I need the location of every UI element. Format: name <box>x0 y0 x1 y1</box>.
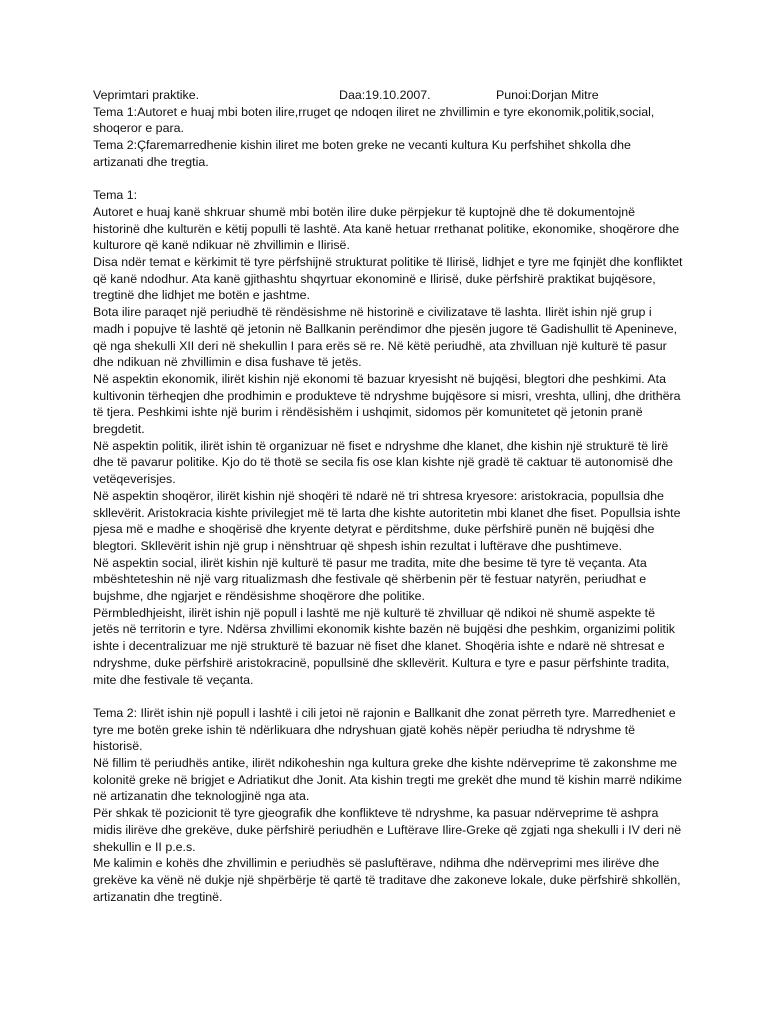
section-1-paragraph: Në aspektin shoqëror, ilirët kishin një shoqëri të ndarë në tri shtresa kryesore: aristokracia, popullsia dhe skllevërit. Aristokracia kishte privilegjet më të larta dhe kishte autoritetin mbi klanet dhe fiset. Popullsia ishte pjesa më e madhe e shoqërisë dhe kryente detyrat e përditshme, duke përfshirë punën në bujqësi dhe blegtori. Skllevërit ishin një grup i nënshtruar që shpesh ishin rezultat i luftërave dhe pushtimeve. <box>93 488 681 553</box>
section-1-paragraph: Disa ndër temat e kërkimit të tyre përfshijnë strukturat politike të Ilirisë, lidhjet e tyre me fqinjët dhe konfliktet që kanë ndodhur. Ata kanë gjithashtu shqyrtuar ekonominë e Ilirisë, duke përfshirë praktikat bujqësore, tregtinë dhe lidhjet me botën e jashtme. <box>93 255 683 303</box>
section-1-paragraph: Përmbledhjeisht, ilirët ishin një popull i lashtë me një kulturë të zhvilluar që ndikoi në shumë aspekte të jetës në territorin e tyre. Ndërsa zhvillimi ekonomik kishte bazën në bujqësi dhe peshkim, organizimi politik ishte i decentralizuar me një strukturë të bazuar në fiset dhe klanet. Shoqëria ishte e ndarë në shtresat e ndryshme, duke përfshirë aristokracinë, popullsinë dhe skllevërit. Kultura e tyre e pasur përfshinte tradita, mite dhe festivale të veçanta. <box>93 605 675 687</box>
section-1-heading: Tema 1: <box>93 188 138 203</box>
document-body <box>93 87 683 905</box>
section-1-paragraph: Autoret e huaj kanë shkruar shumë mbi botën ilire duke përpjekur të kuptojnë dhe të dokumentojnë historinë dhe kulturën e këtij populli të lashtë. Ata kanë hetuar rrethanat politike, ekonomike, shoqërore dhe kulturore që kanë ndikuar në zhvillimin e Ilirisë. <box>93 204 680 253</box>
section-2-paragraph: Me kalimin e kohës dhe zhvillimin e periudhës së pasluftërave, ndihma dhe ndërveprimi mes ilirëve dhe grekëve ka vënë në dukje një shpërbërje të qartë të traditave dhe zakoneve lokale, duke përfshirë shkollën, artizanatin dhe tregtinë. <box>93 856 681 904</box>
header-title: Veprimtari praktike. <box>93 88 200 102</box>
section-2-paragraph: Në fillim të periudhës antike, ilirët ndikoheshin nga kultura greke dhe kishte ndërveprime të zakonshme me kolonitë greke në brigjet e Adriatikut dhe Jonit. Ata kishin tregti me grekët dhe mund të kishin marrë ndikime në artizanatin dhe teknologjinë nga ata. <box>93 756 682 804</box>
section-1-paragraph: Bota ilire paraqet një periudhë të rëndësishme në historinë e civilizatave të lashta. Ilirët ishin një grup i madh i popujve të lashtë që jetonin në Ballkanin perëndimor dhe pjesën jugore të Gadishullit të Apenineve, që nga shekulli XII deri në shekullin I para erës së re. Në këtë periudhë, ata zhvilluan një kulturë të pasur dhe ndikuan në zhvillimin e disa fushave të jetës. <box>93 305 678 370</box>
header-author: Punoi:Dorjan Mitre <box>496 88 599 102</box>
spacer <box>93 688 683 705</box>
spacer <box>93 171 683 188</box>
topic-2-title: Tema 2:Çfaremarredhenie kishin iliret me boten greke ne vecanti kultura Ku perfshihet shkolla dhe artizanati dhe tregtia. <box>93 138 631 169</box>
section-2-paragraph: Për shkak të pozicionit të tyre gjeografik dhe konfliktеve të ndryshme, ka pasuar ndërveprime të ashpra midis ilirëve dhe grekëve, duke përfshirë periudhën e Luftërave Ilire-Greke që zgjati nga shekulli i IV deri në shekullin e II p.e.s. <box>93 806 682 854</box>
section-1-paragraph: Në aspektin politik, ilirët ishin të organizuar në fiset e ndryshme dhe klanet, dhe kishin një strukturë të lirë dhe të pavarur politike. Kjo do të thotë se secila fis ose klan kishte një gradë të caktuar të autonomisë dhe vetëqeverisjes. <box>93 438 673 487</box>
topic-1-title: Tema 1:Autoret e huaj mbi boten ilire,rruget qe ndoqen iliret ne zhvillimin e tyre ekonomik,politik,social, shoqeror e para. <box>93 104 655 136</box>
document-header <box>93 87 683 104</box>
header-date: Daa:19.10.2007. <box>339 88 431 102</box>
section-1-paragraph: Në aspektin ekonomik, ilirët kishin një ekonomi të bazuar kryesisht në bujqësi, blegtori dhe peshkimi. Ata kultivonin tërheqjen dhe prodhimin e produkteve të ndryshme bujqësore si misri, vreshta, ullinj, dhe drithëra të tjera. Peshkimi ishte një burim i rëndësishëm i ushqimit, sidomos për komunitetet që jetonin pranë bregdetit. <box>93 371 681 437</box>
section-2-paragraph: Tema 2: Ilirët ishin një popull i lashtë i cili jetoi në rajonin e Ballkanit dhe zonat përreth tyre. Marredheniet e tyre me botën greke ishin të ndërlikuara dhe ndryshuan gjatë kohës nëpër periudha të ndryshme të historisë. <box>93 705 676 754</box>
section-1-paragraph: Në aspektin social, ilirët kishin një kulturë të pasur me tradita, mite dhe besime të tyre të veçanta. Ata mbështeteshin në një varg ritualizmash dhe festivale që shërbenin për të festuar natyrën, periudhat e bujshme, dhe ngjarjet e rëndësishme shoqërore dhe politike. <box>93 555 647 604</box>
